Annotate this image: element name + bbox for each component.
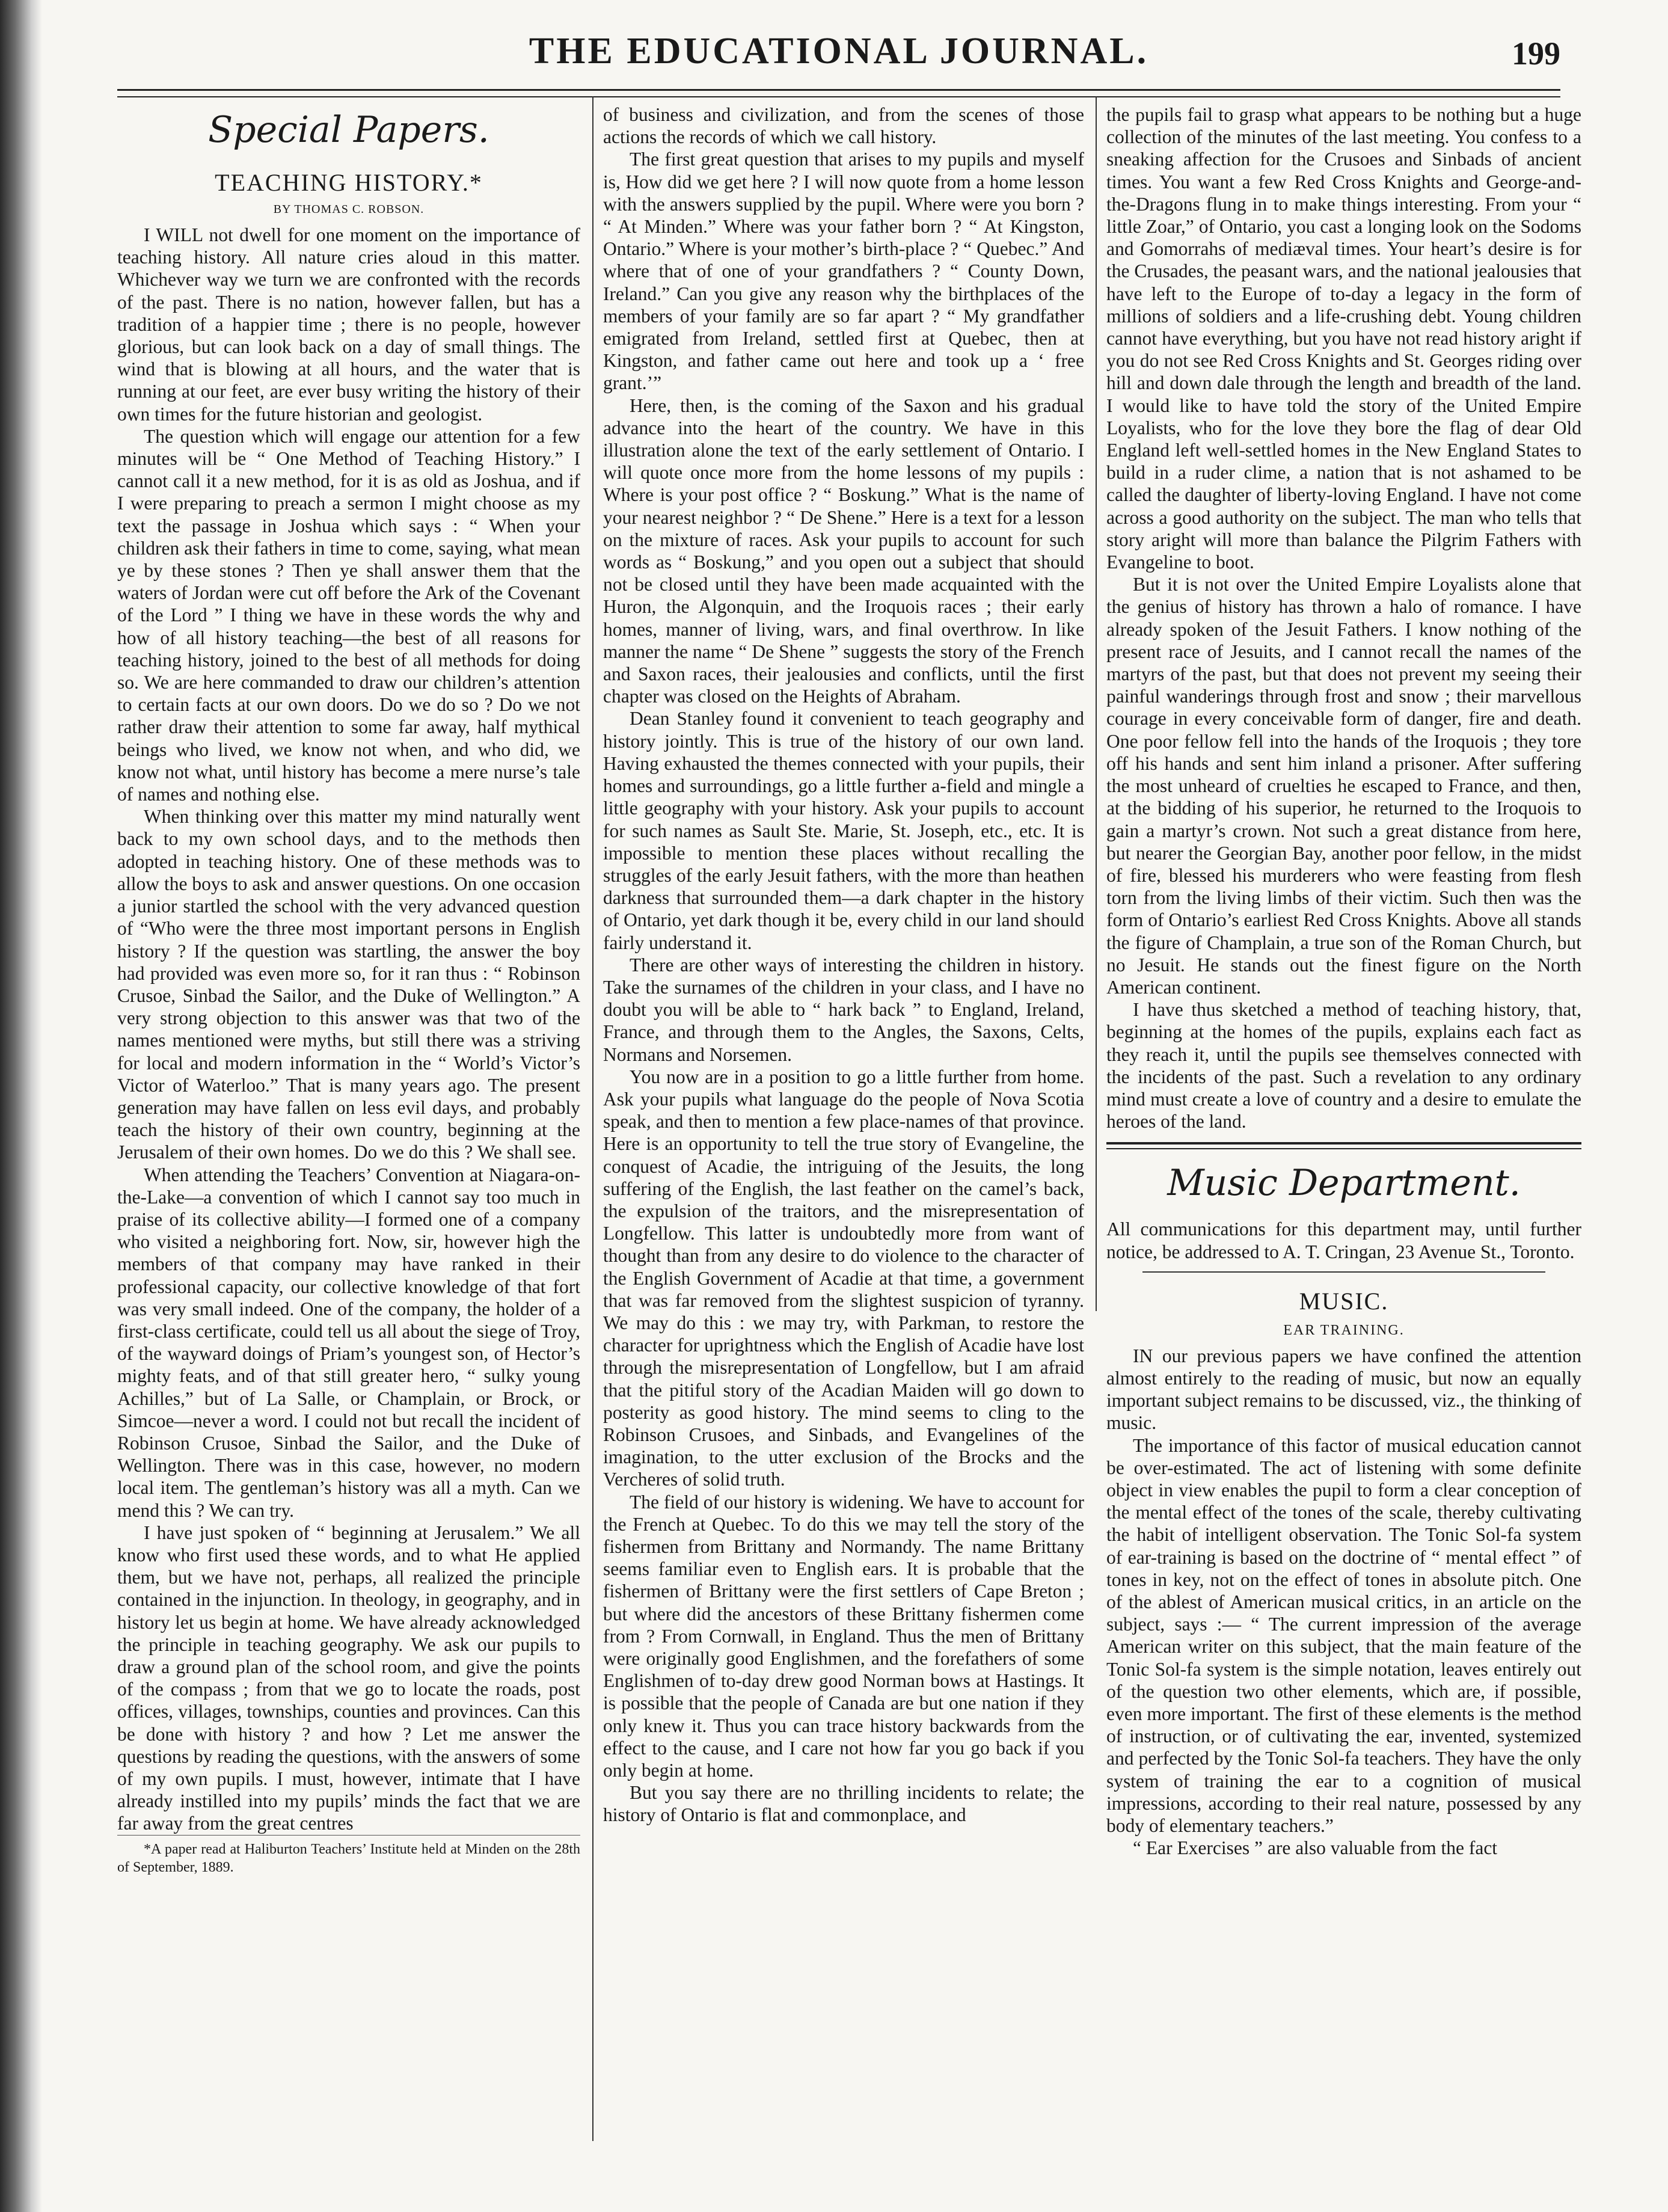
- paragraph: “ Ear Exercises ” are also valuable from the fact: [1133, 1837, 1498, 1859]
- page-header: [117, 30, 1560, 84]
- paragraph: the pupils fail to grasp what appears to be nothing but a huge collection of the minutes of the last meeting. You confess to a sneaking affection for the Crusoes and Sinbads of ancient times. You want a few Red Cross Knights and George-and-the-Dragons flung in to make things interesting. From your “ little Zoar,” of Ontario, you cast a longing look on the Sodoms and Gomorrahs of mediæval times. Your heart’s desire is for the Crusades, the peasant wars, and the national jealousies that have left to the Europe of to-day a legacy in the form of millions of soldiers and a life-crushing debt. Young children cannot have everything, but you have not read history aright if you do not see Red Cross Knights and St. Georges riding over hill and down dale through the length and breadth of the land. I would like to have told the story of the United Empire Loyalists, who for the love they bore the flag of dear Old England left well-settled homes in the New England States to build in a ruder clime, a nation that is not ashamed to be called the daughter of liberty-loving England. I have not come across a good authority on the subject. The man who tells that story aright will more than balance the Pilgrim Fathers with Evangeline to boot.: [1106, 104, 1581, 573]
- column-rule-2: [1096, 96, 1097, 1311]
- column-1: [117, 103, 580, 1876]
- notice-rule: [1142, 1271, 1545, 1273]
- paragraph: But it is not over the United Empire Loyalists alone that the genius of history has thrown a halo of romance. I have already spoken of the Jesuit Fathers. I know nothing of the present race of Jesuits, and I cannot recall the names of the martyrs of the past, but that does not prevent my seeing their painful wanderings through frost and snow ; their marvellous courage in every conceivable form of danger, fire and death. One poor fellow fell into the hands of the Iroquois ; they tore off his hands and sent him inland a prisoner. After suffering the most unheard of cruelties he escaped to France, and then, at the bidding of his superior, he returned to the Iroquois to gain a martyr’s crown. Not such a great distance from here, but nearer the Georgian Bay, another poor fellow, in the midst of fire, blessed his murderers who were feasting from flesh torn from the living limbs of their victim. Such then was the form of Ontario’s earliest Red Cross Knights. Above all stands the figure of Champlain, a true son of the Roman Church, but no Jesuit. He stands out the finest figure on the North American continent.: [1106, 574, 1581, 998]
- paragraph: IN our previous papers we have confined the attention almost entirely to the reading of music, but now an equally important subject remains to be discussed, viz., the thinking of music.: [1106, 1345, 1581, 1434]
- footnote: *A paper read at Haliburton Teachers’ Institute held at Minden on the 28th of September, 1889.: [117, 1835, 580, 1876]
- paragraph: You now are in a position to go a little further from home. Ask your pupils what language do the people of Nova Scotia speak, and then to mention a few place-names of that province. Here is an opportunity to tell the true story of Evangeline, the conquest of Acadie, the intriguing of the Jesuits, the long suffering of the English, the last feather on the camel’s back, the expulsion of the traitors, and the misrepresentation of Longfellow. This latter is undoubtedly more from want of thought than from any desire to do violence to the character of the English Government of Acadie at that time, a government that was far removed from the slightest suspicion of tyranny. We may do this : we may try, with Parkman, to restore the character for uprightness which the English of Acadie have lost through the misrepresentation of Longfellow, but I am afraid that the pitiful story of the Acadian Maiden will go down to posterity as good history. The mind seems to cling to the Robinson Crusoes, and Sinbads, and Evangelines of the imagination, to the utter exclusion of the Brocks and the Vercheres of solid truth.: [603, 1066, 1084, 1490]
- paragraph: Dean Stanley found it convenient to teach geography and history jointly. This is true of the history of our own land. Having exhausted the themes connected with your pupils, their homes and surroundings, go a little further a-field and mingle a little geography with your history. Ask your pupils to account for such names as Sault Ste. Marie, St. Joseph, etc., etc. It is impossible to mention these places without recalling the struggles of the early Jesuit fathers, with the more than heathen darkness that surrounded them—a dark chapter in the history of Ontario, yet dark though it be, every child in our land should fairly understand it.: [603, 708, 1084, 953]
- music-article-title: MUSIC.: [1299, 1287, 1389, 1315]
- section-title-special-papers: Special Papers.: [208, 109, 489, 151]
- paragraph: I WILL not dwell for one moment on the importance of teaching history. All nature cries aloud in this matter. Whichever way we turn we are confronted with the records of the past. There is no nation, however fallen, but has a tradition of a happier time ; there is no people, however glorious, but can look back on a day of small things. The wind that is blowing at all hours, and the water that is running at our feet, are ever busy writing the history of their own times for the future historian and geologist.: [117, 224, 580, 425]
- music-notice: [1106, 1218, 1581, 1262]
- paragraph: The field of our history is widening. We have to account for the French at Quebec. To do this we may tell the story of the fishermen from Brittany and Normandy. The name Brittany seems familiar even to English ears. It is probable that the fishermen of Brittany were the first settlers of Cape Breton ; but where did the ancestors of these Brittany fishermen come from ? From Cornwall, in England. Thus the men of Brittany were originally good Englishmen, and the forefathers of some Englishmen of to-day drew good Norman bows at Hastings. It is possible that the people of Canada are but one nation if they only knew it. Thus you can trace history backwards from the effect to the cause, and I care not how far you go back if you only begin at home.: [603, 1491, 1084, 1781]
- paragraph: There are other ways of interesting the children in history. Take the surnames of the children in your class, and I have no doubt you will be able to “ hark back ” to England, Ireland, France, and through them to the Angles, the Saxons, Celts, Normans and Norsemen.: [603, 954, 1084, 1065]
- paragraph: Here, then, is the coming of the Saxon and his gradual advance into the heart of the country. We have in this illustration alone the text of the early settlement of Ontario. I will quote once more from the home lessons of my pupils : Where is your post office ? “ Boskung.” What is the name of your nearest neighbor ? “ De Shene.” Here is a text for a lesson on the mixture of races. Ask your pupils to account for such words as “ Boskung,” and you open out a subject that should not be closed until they have been made acquainted with the Huron, the Algonquin, and the Iroquois races ; their early homes, manner of living, wars, and final overthrow. In like manner the name “ De Shene ” suggests the story of the French and Saxon races, their jealousies and conflicts, until the first chapter was closed on the Heights of Abraham.: [603, 395, 1084, 707]
- paragraph: The question which will engage our attention for a few minutes will be “ One Method of Teaching History.” I cannot call it a new method, for it is as old as Joshua, and if I were preparing to preach a sermon I might choose as my text the passage in Joshua which says : “ When your children ask their fathers in time to come, saying, what mean ye by these stones ? Then ye shall answer them that the waters of Jordan were cut off before the Ark of the Covenant of the Lord ” I thing we have in these words the why and how of all history teaching—the best of all reasons for teaching history, joined to the best of all methods for doing so. We are here commanded to draw our children’s attention to certain facts at our own doors. Do we do so ? Do we not rather draw their attention to some far away, half mythical beings who lived, we know not when, and who did, we know not what, until history has become a mere nurse’s tale of names and nothing else.: [117, 425, 580, 805]
- page-number: 199: [1512, 35, 1560, 72]
- music-subtitle: EAR TRAINING.: [1283, 1322, 1405, 1338]
- column-3: [1106, 103, 1581, 1859]
- header-rule: [117, 89, 1560, 97]
- section-title-music-department: Music Department.: [1167, 1162, 1521, 1205]
- column-2: [603, 103, 1084, 1826]
- paragraph: The importance of this factor of musical education cannot be over-estimated. The act of listening with some definite object in view enables the pupil to form a clear conception of the mental effect of the tones of the scale, thereby cultivating the habit of intelligent observation. The Tonic Sol-fa system of ear-training is based on the doctrine of “ mental effect ” of tones in key, not on the effect of tones in absolute pitch. One of the ablest of American musical critics, in an article on the subject, says :— “ The current impression of the average American writer on this subject, that the main feature of the Tonic Sol-fa system is the simple notation, leaves entirely out of the question two other elements, which are, if possible, even more important. The first of these elements is the method of instruction, or of cultivating the ear, invented, systemized and perfected by the Tonic Sol-fa teachers. They have the only system of training the ear to a cognition of musical impressions, according to their real nature, possessed by any body of elementary teachers.”: [1106, 1434, 1581, 1837]
- paragraph: When thinking over this matter my mind naturally went back to my own school days, and to the methods then adopted in teaching history. One of these methods was to allow the boys to ask and answer questions. On one occasion a junior startled the school with the very advanced question of “Who were the three most important persons in English history ? If the question was startling, the answer the boy had provided was even more so, for it ran thus : “ Robinson Crusoe, Sinbad the Sailor, and the Duke of Wellington.” A very strong objection to this answer was that two of the names mentioned were myths, but still there was a striving for local and modern information in the “ World’s Victor’s Victor of Waterloo.” That is many years ago. The present generation may have fallen on less evil days, and probably teach the history of their own country, beginning at the Jerusalem of their own homes. Do we do this ? We shall see.: [117, 806, 580, 1163]
- paragraph: of business and civilization, and from the scenes of those actions the records of which we call history.: [603, 104, 1084, 148]
- paragraph: But you say there are no thrilling incidents to relate; the history of Ontario is flat and commonplace, and: [603, 1782, 1084, 1826]
- scan-binding-shadow: [0, 0, 42, 2212]
- notice-text: All communications for this department may, until further notice, be addressed to A. T. Cringan, 23 Avenue St., Toronto.: [1106, 1218, 1581, 1262]
- article-title: TEACHING HISTORY.*: [215, 169, 483, 196]
- paragraph: The first great question that arises to my pupils and myself is, How did we get here ? I will now quote from a home lesson with the answers supplied by the pupil. Where were you born ? “ At Minden.” Where was your father born ? “ At Kingston, Ontario.” Where is your mother’s birth-place ? “ Quebec.” And where that of one of your grandfathers ? “ County Down, Ireland.” Can you give any reason why the birthplaces of the members of your family are so far apart ? “ My grandfather emigrated from Ireland, settled first at Quebec, then at Kingston, and father came out here and took up a ‘ free grant.’”: [603, 149, 1084, 394]
- paragraph: I have just spoken of “ beginning at Jerusalem.” We all know who first used these words, and to what He applied them, but we have not, perhaps, all realized the principle contained in the injunction. In theology, in geography, and in history let us begin at home. We have already acknowledged the principle in teaching geography. We ask our pupils to draw a ground plan of the school room, and give the points of the compass ; from that we go to locate the roads, post offices, villages, townships, counties and provinces. Can this be done with history ? and how ? Let me answer the questions by reading the questions, with the answers of some of my own pupils. I must, however, intimate that I have already instilled into my pupils’ minds the fact that we are far away from the great centres: [117, 1522, 580, 1834]
- paragraph: When attending the Teachers’ Convention at Niagara-on-the-Lake—a convention of which I cannot say too much in praise of its collective ability—I formed one of a company who visited a neighboring fort. Now, sir, however high the members of that company may have ranked in their professional capacity, our collective knowledge of that fort was very small indeed. One of the company, the holder of a first-class certificate, could tell us all about the siege of Troy, of the wayward doings of Priam’s youngest son, of Hector’s mighty feats, and of that still greater hero, “ sulky young Achilles,” but of La Salle, or Champlain, or Brock, or Simcoe—never a word. I could not but recall the incident of Robinson Crusoe, Sinbad the Sailor, and the Duke of Wellington. There was in this case, however, no modern local item. The gentleman’s history was all a myth. Can we mend this ? We can try.: [117, 1164, 580, 1521]
- paragraph: I have thus sketched a method of teaching history, that, beginning at the homes of the pupils, explains each fact as they reach it, until the pupils see themselves connected with the incidents of the past. Such a revelation to any ordinary mind must create a love of country and a desire to emulate the heroes of the land.: [1106, 999, 1581, 1132]
- journal-masthead: THE EDUCATIONAL JOURNAL.: [529, 31, 1149, 72]
- column-rule-1: [592, 96, 593, 2141]
- section-divider: [1106, 1142, 1581, 1149]
- article-byline: BY THOMAS C. ROBSON.: [273, 203, 425, 216]
